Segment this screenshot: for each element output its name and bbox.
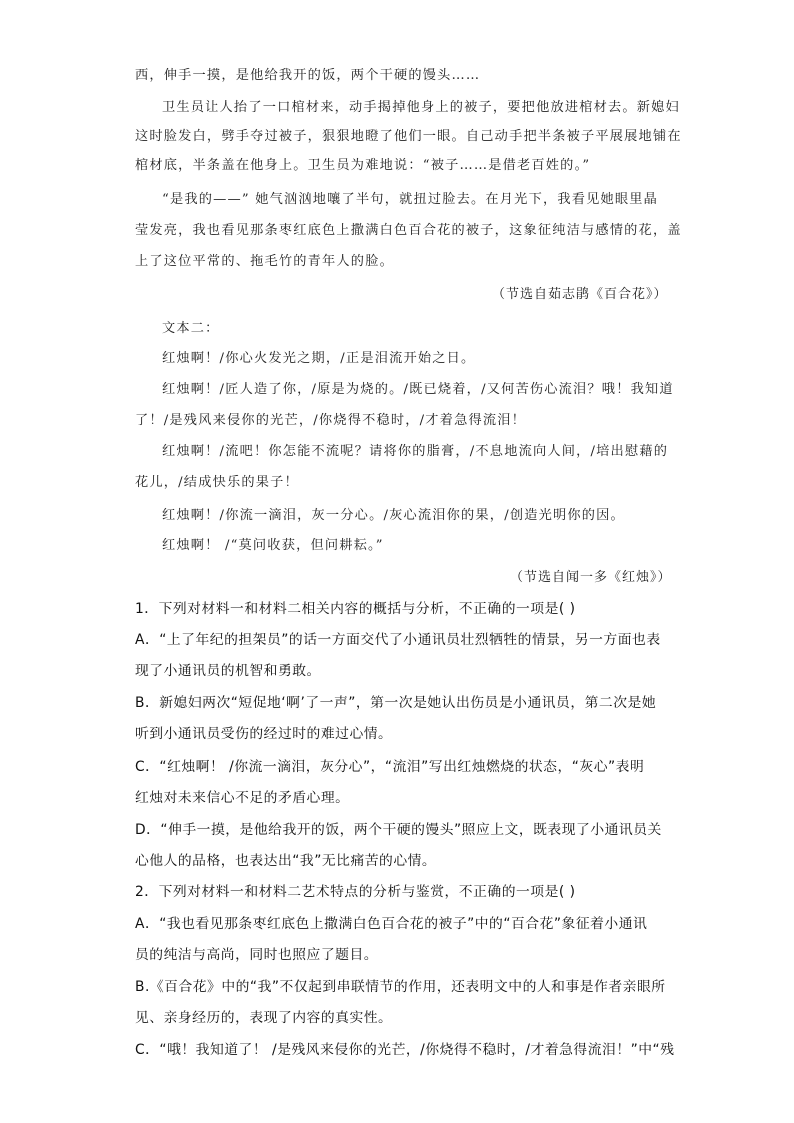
passage-one-line: “是我的——” 她气汹汹地嚷了半句，就扭过脸去。在月光下，我看见她眼里晶 bbox=[162, 192, 659, 207]
question-1-option-d: D．“伸手一摸，是他给我开的饭，两个干硬的馒头”照应上文，既表现了小通讯员关 bbox=[135, 822, 662, 838]
passage-one-line: 这时脸发白，劈手夺过被子，狠狠地瞪了他们一眼。自己动手把半条被子平展展地铺在 bbox=[135, 129, 682, 144]
poem-line: 红烛啊！/你流一滴泪，灰一分心。/灰心流泪你的果，/创造光明你的因。 bbox=[162, 508, 625, 523]
question-2-option-a: A．“我也看见那条枣红底色上撒满白色百合花的被子”中的“百合花”象征着小通讯 bbox=[135, 916, 648, 932]
question-1-option-c: 红烛对未来信心不足的矛盾心理。 bbox=[135, 790, 350, 806]
question-1-stem: 1．下列对材料一和材料二相关内容的概括与分析，不正确的一项是( ) bbox=[135, 601, 576, 617]
passage-one-line: 棺材底，半条盖在他身上。卫生员为难地说：“被子……是借老百姓的。” bbox=[135, 158, 591, 173]
question-2-stem: 2．下列对材料一和材料二艺术特点的分析与鉴赏，不正确的一项是( ) bbox=[135, 884, 576, 900]
passage-one-line: 卫生员让人抬了一口棺材来，动手揭掉他身上的被子，要把他放进棺材去。新媳妇 bbox=[162, 100, 680, 115]
question-2-option-b: B.《百合花》中的“我”不仅起到串联情节的作用，还表明文中的人和事是作者亲眼所 bbox=[135, 979, 666, 995]
question-1-option-c: C．“红烛啊！ /你流一滴泪，灰分心”，“流泪”写出红烛燃烧的状态，“灰心”表明 bbox=[135, 759, 645, 775]
question-1-option-a: A．“上了年纪的担架员”的话一方面交代了小通讯员壮烈牺牲的情景，另一方面也表 bbox=[135, 632, 661, 648]
question-1-option-b: B．新媳妇两次“短促地‘啊’了一声”，第一次是她认出伤员是小通讯员，第二次是她 bbox=[135, 695, 657, 711]
poem-line: 了！/是残风来侵你的光芒，/你烧得不稳时，/才着急得流泪！ bbox=[135, 413, 527, 428]
poem-line: 红烛啊！/匠人造了你，/原是为烧的。/既已烧着，/又何苦伤心流泪？哦！我知道 bbox=[162, 382, 674, 397]
question-1-option-b: 听到小通讯员受伤的经过时的难过心情。 bbox=[135, 726, 393, 742]
passage-one-line: 莹发亮，我也看见那条枣红底色上撒满白色百合花的被子，这象征纯洁与感情的花，盖 bbox=[135, 223, 682, 238]
passage-one-source: （节选自茹志鹃《百合花》） bbox=[492, 287, 668, 302]
question-2-option-a: 员的纯洁与高尚，同时也照应了题目。 bbox=[135, 947, 379, 963]
poem-line: 花儿，/结成快乐的果子！ bbox=[135, 475, 299, 490]
question-1-option-a: 现了小通讯员的机智和勇敢。 bbox=[135, 663, 321, 679]
passage-one-line: 西，伸手一摸，是他给我开的饭，两个干硬的馒头…… bbox=[135, 68, 481, 83]
passage-one-line: 上了这位平常的、拖毛竹的青年人的脸。 bbox=[135, 254, 394, 269]
poem-line: 红烛啊！/流吧！你怎能不流呢？请将你的脂膏，/不息地流向人间，/培出慰藉的 bbox=[162, 444, 669, 459]
poem-line: 红烛啊！ /“莫问收获，但问耕耘。” bbox=[162, 538, 384, 553]
question-2-option-c: C．“哦！我知道了！ /是残风来侵你的光芒，/你烧得不稳时，/才着急得流泪！”中“残 bbox=[135, 1042, 675, 1058]
passage-two-heading: 文本二： bbox=[162, 321, 220, 336]
poem-line: 红烛啊！/你心火发光之期，/正是泪流开始之日。 bbox=[162, 351, 476, 366]
question-2-option-b: 见、亲身经历的，表现了内容的真实性。 bbox=[135, 1010, 393, 1026]
question-1-option-d: 心他人的品格，也表达出“我”无比痛苦的心情。 bbox=[135, 853, 437, 869]
passage-two-source: （节选自闻一多《红烛》） bbox=[510, 570, 672, 585]
